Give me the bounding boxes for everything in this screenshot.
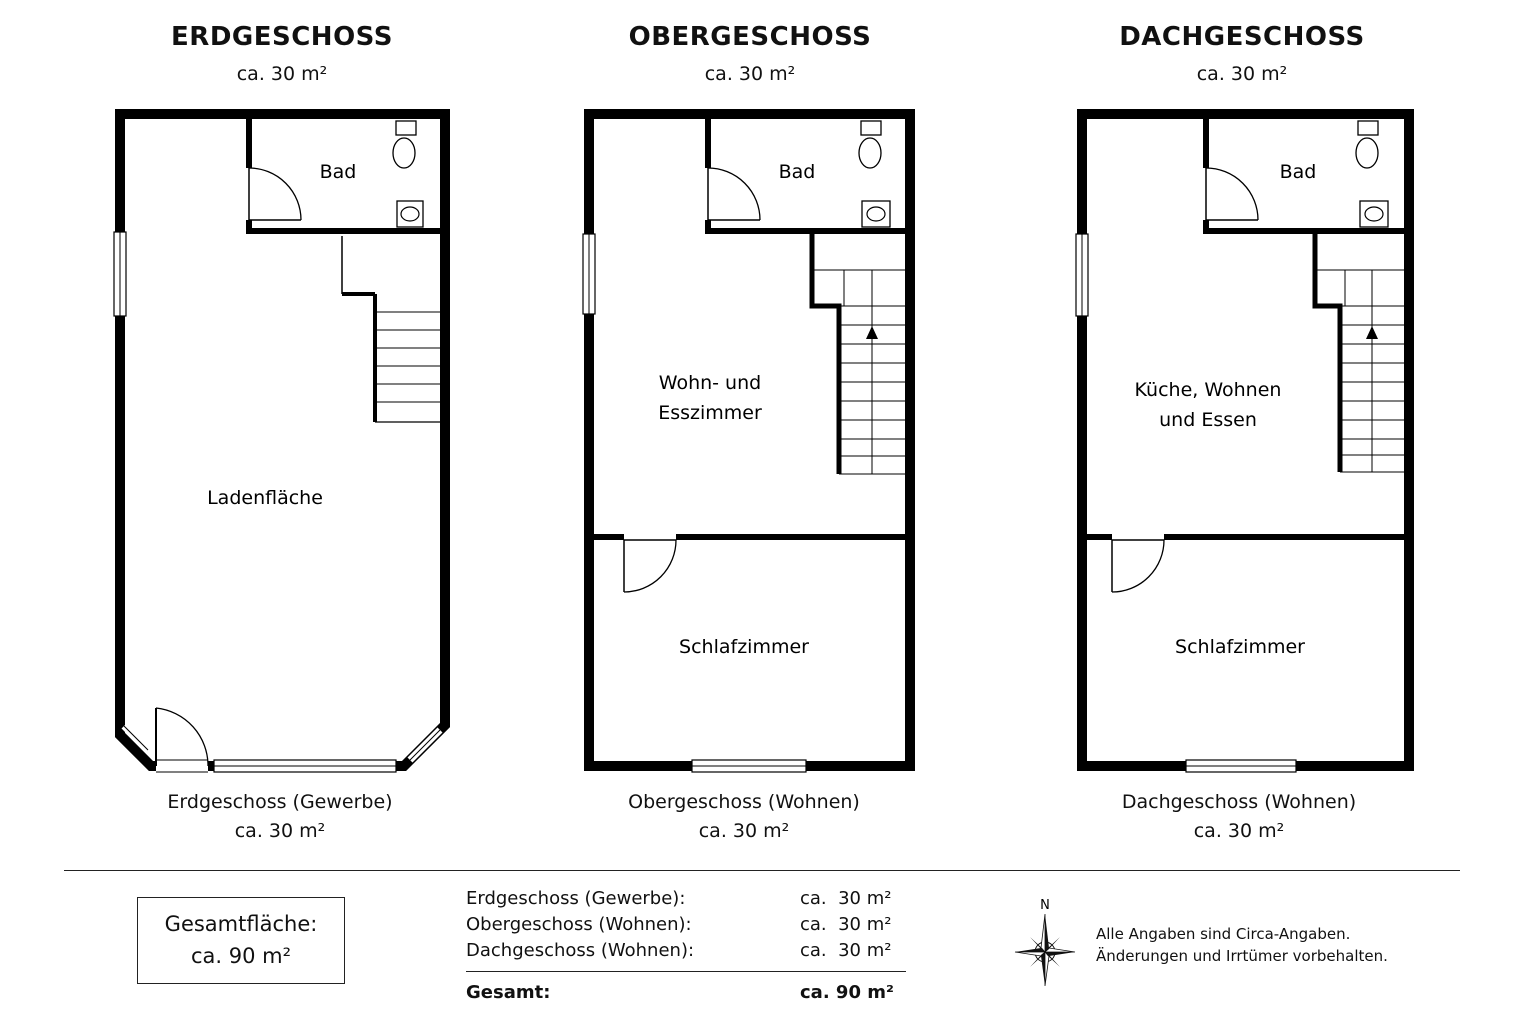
floor-area-dachgeschoss: ca. 30 m² (1196, 63, 1288, 85)
floor-title-dachgeschoss: DACHGESCHOSS (1119, 22, 1365, 52)
compass-rose-icon (1010, 892, 1080, 992)
room-label-ladenflaeche: Ladenfläche (207, 487, 323, 509)
caption-area: ca. 30 m² (698, 820, 790, 842)
floor-caption-erdgeschoss (90, 788, 470, 846)
room-label-wohnzimmer-1: Wohn- und (658, 372, 762, 394)
room-label-kueche-1: Küche, Wohnen (1134, 379, 1282, 401)
staircase (1315, 234, 1404, 472)
room-label-wohnzimmer-2: Esszimmer (658, 402, 762, 424)
sink-icon (397, 201, 423, 227)
caption-name: Obergeschoss (Wohnen) (628, 791, 860, 813)
summary-value: ca. 30 m² (800, 940, 892, 961)
total-area-box (137, 897, 345, 984)
disclaimer-line-1: Alle Angaben sind Circa-Angaben. (1096, 925, 1351, 943)
room-label-kueche-2: und Essen (1159, 409, 1257, 431)
summary-divider (466, 971, 906, 972)
summary-total-label: Gesamt: (466, 982, 551, 1003)
compass-north-label: N (1040, 898, 1050, 913)
door-opening (156, 760, 208, 772)
sink-icon (862, 201, 890, 227)
plan-dachgeschoss (1076, 114, 1409, 772)
summary-label: Dachgeschoss (Wohnen): (466, 940, 695, 961)
floor-caption-obergeschoss (554, 788, 934, 846)
sink-icon (1360, 201, 1388, 227)
summary-row (466, 914, 906, 940)
summary-label: Obergeschoss (Wohnen): (466, 914, 692, 935)
room-label-bad: Bad (778, 161, 816, 183)
caption-name: Dachgeschoss (Wohnen) (1121, 791, 1357, 813)
plan-obergeschoss (583, 114, 910, 772)
toilet-icon (393, 121, 416, 168)
stair-direction-arrow-icon (866, 326, 878, 339)
divider-line (64, 870, 1460, 871)
stair-direction-arrow-icon (1366, 326, 1378, 339)
total-area-label: Gesamtfläche: (164, 912, 318, 936)
summary-total-row (466, 982, 906, 1008)
staircase (342, 236, 440, 422)
floor-area-obergeschoss: ca. 30 m² (704, 63, 796, 85)
room-label-bad: Bad (319, 161, 357, 183)
toilet-icon (859, 121, 881, 168)
floor-title-erdgeschoss: ERDGESCHOSS (171, 22, 393, 52)
summary-value: ca. 30 m² (800, 914, 892, 935)
floor-caption-dachgeschoss (1049, 788, 1429, 846)
disclaimer-line-2: Änderungen und Irrtümer vorbehalten. (1096, 947, 1388, 965)
toilet-icon (1356, 121, 1378, 168)
caption-area: ca. 30 m² (234, 820, 326, 842)
room-label-schlafzimmer: Schlafzimmer (679, 636, 809, 658)
total-area-value: ca. 90 m² (190, 944, 292, 968)
floor-title-obergeschoss: OBERGESCHOSS (628, 22, 872, 52)
summary-row (466, 888, 906, 914)
floor-area-erdgeschoss: ca. 30 m² (236, 63, 328, 85)
summary-total-value: ca. 90 m² (800, 982, 894, 1003)
plan-erdgeschoss (114, 114, 445, 772)
caption-area: ca. 30 m² (1193, 820, 1285, 842)
summary-label: Erdgeschoss (Gewerbe): (466, 888, 686, 909)
summary-row (466, 940, 906, 966)
exterior-wall (120, 114, 445, 766)
staircase (812, 234, 905, 474)
summary-value: ca. 30 m² (800, 888, 892, 909)
room-label-schlafzimmer: Schlafzimmer (1175, 636, 1305, 658)
room-label-bad: Bad (1279, 161, 1317, 183)
caption-name: Erdgeschoss (Gewerbe) (167, 791, 393, 813)
